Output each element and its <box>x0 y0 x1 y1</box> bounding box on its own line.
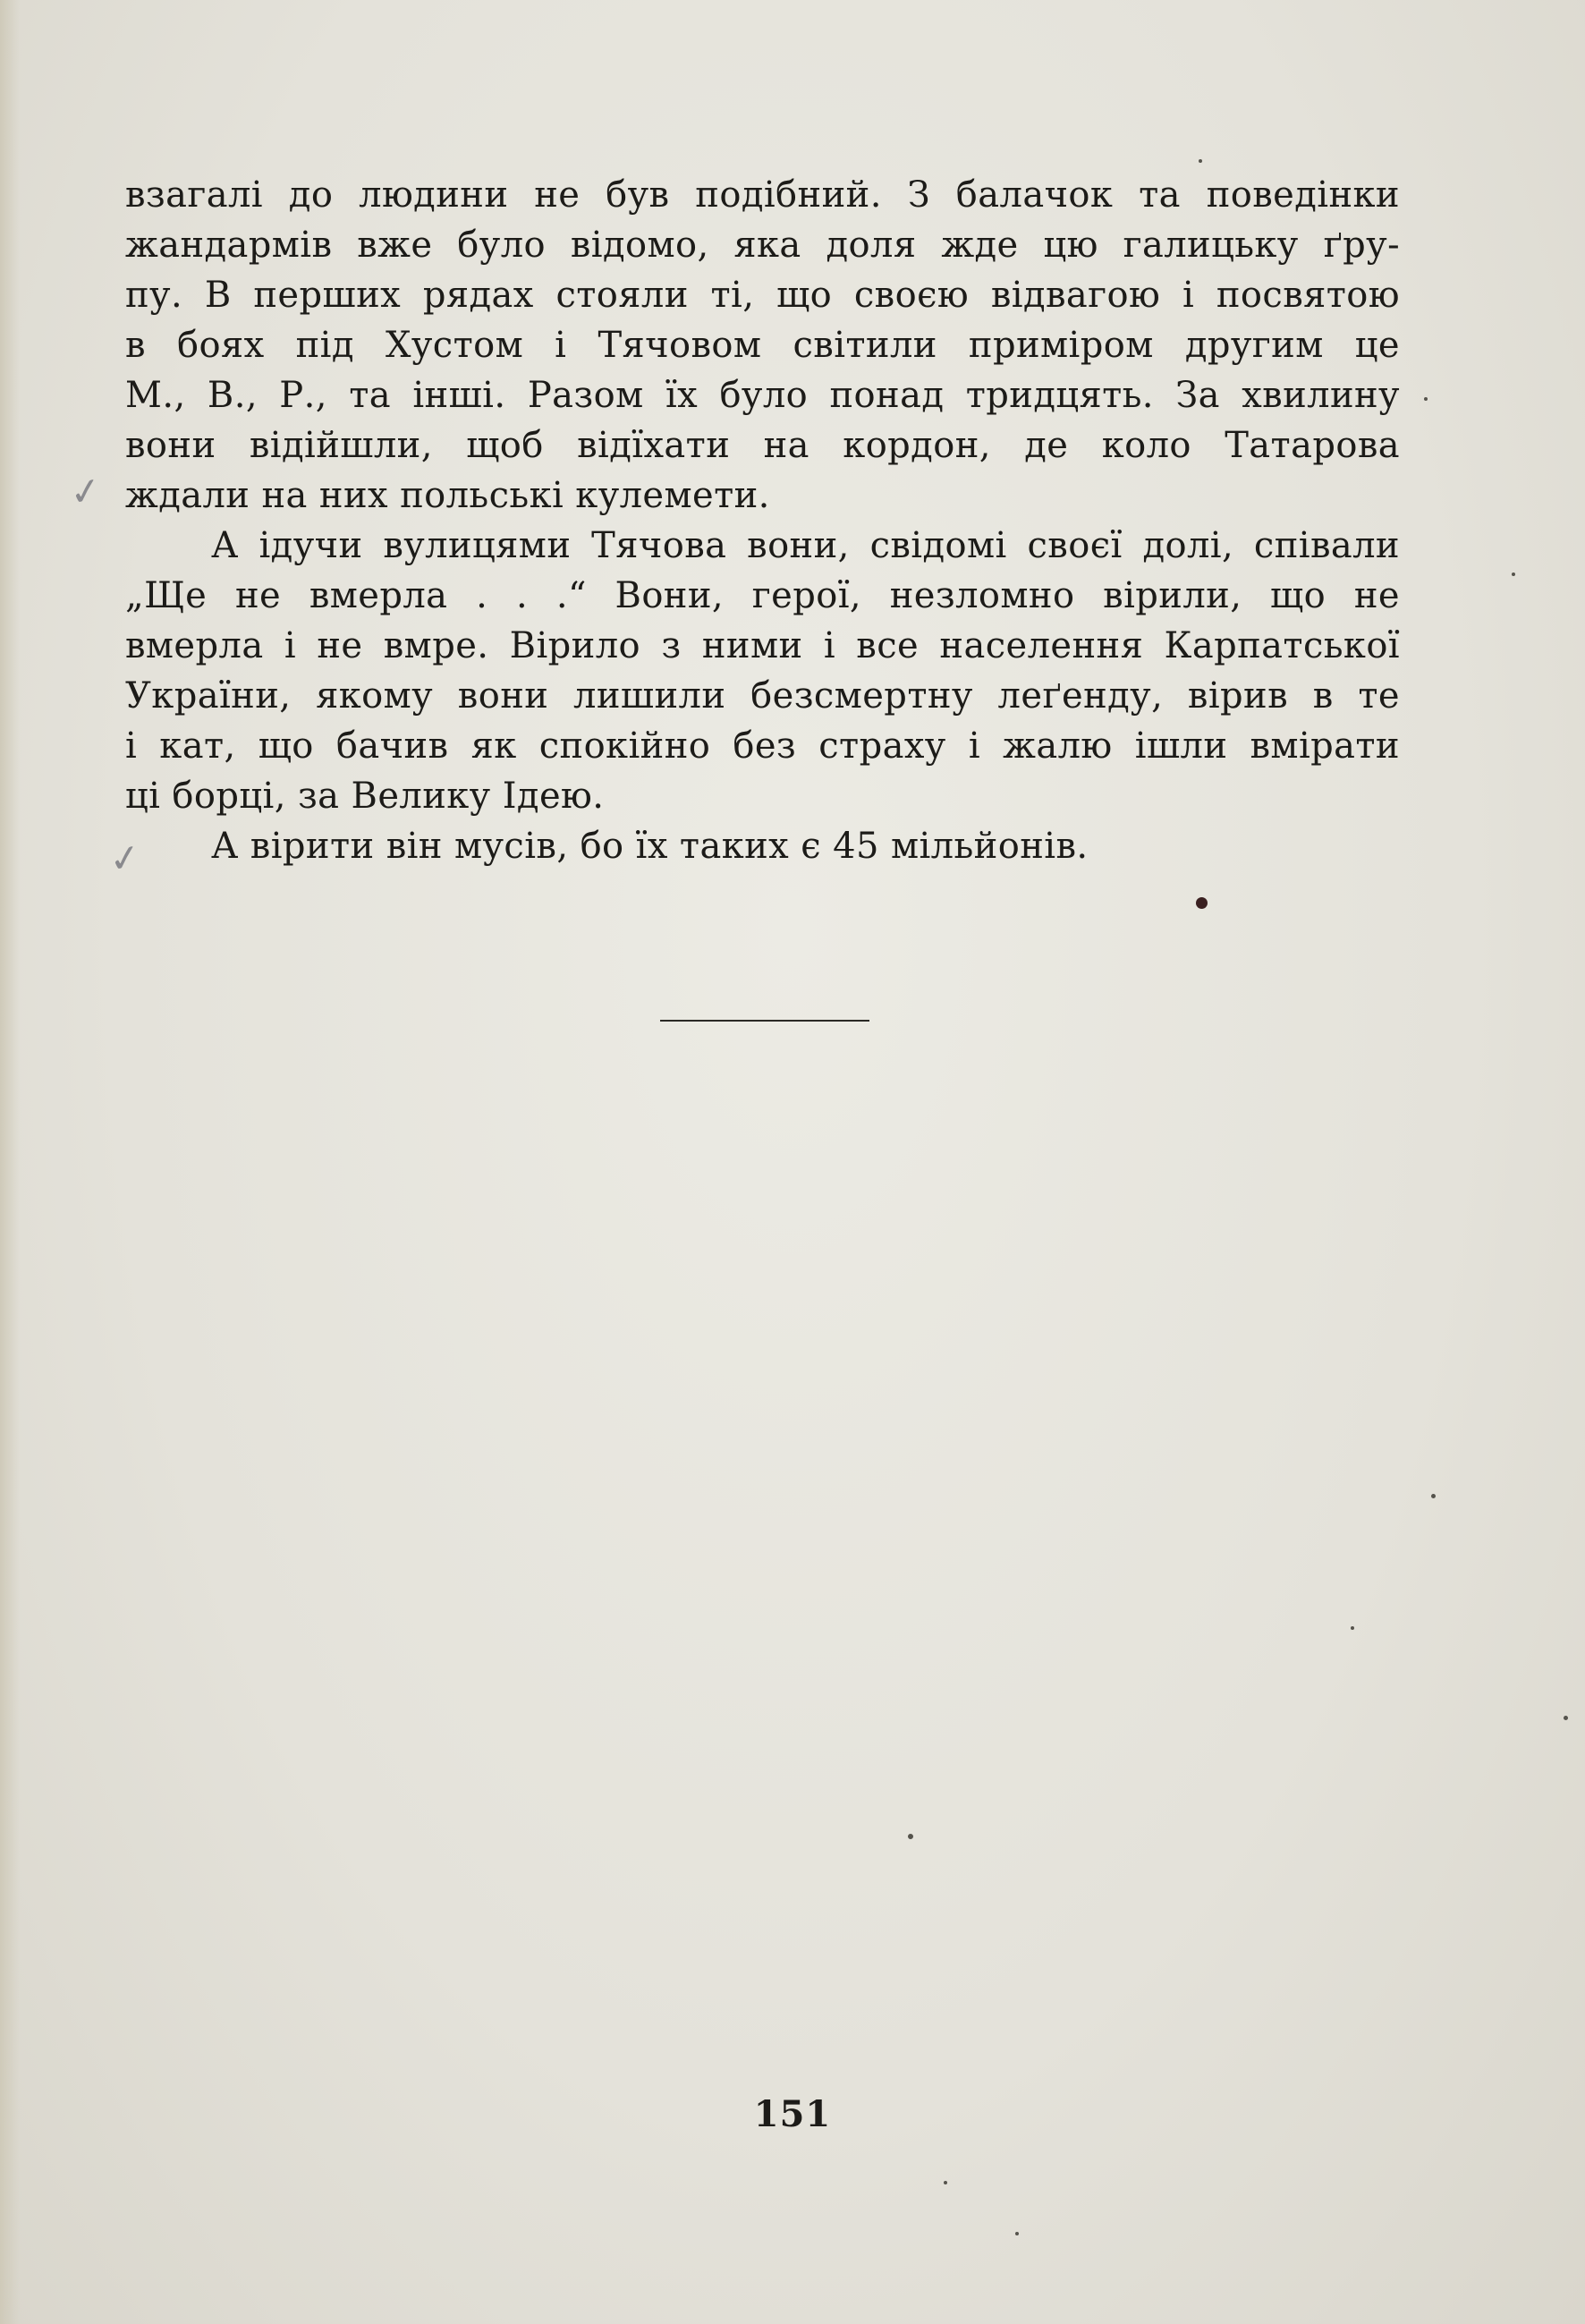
text-line: „Ще не вмерла . . .“ Вони, герої, незломно вірили, що не <box>125 575 1400 616</box>
section-divider <box>660 1020 869 1022</box>
text-line: ці борці, за Велику Ідею. <box>125 776 605 817</box>
paper-speck <box>1512 573 1515 576</box>
paper-speck <box>1424 397 1428 401</box>
paragraph-start-line: А ідучи вулицями Тячова вони, свідомі своєї долі, співали <box>211 525 1400 566</box>
paper-speck <box>1564 1716 1568 1720</box>
text-line: ждали на них польські кулемети. <box>125 475 770 516</box>
pencil-check-icon: ✓ <box>106 834 144 883</box>
paper-speck <box>1351 1626 1354 1630</box>
text-line: М., В., Р., та інші. Разом їх було понад тридцять. За хвилину <box>125 375 1400 416</box>
text-line: і кат, що бачив як спокійно без страху і жалю ішли вмірати <box>125 725 1400 767</box>
text-line: взагалі до людини не був подібний. З балачок та поведінки <box>125 174 1400 216</box>
text-line: жандармів вже було відомо, яка доля жде цю галицьку ґру- <box>125 225 1400 266</box>
text-line: України, якому вони лишили безсмертну леґенду, вірив в те <box>125 675 1400 717</box>
page-edge-shadow <box>0 0 20 2324</box>
paper-speck <box>908 1834 913 1839</box>
ink-dot <box>1196 897 1208 909</box>
text-line: вмерла і не вмре. Вірило з ними і все населення Карпатської <box>125 625 1400 666</box>
paper-speck <box>1431 1494 1436 1498</box>
paper-speck <box>944 2181 947 2184</box>
body-text <box>125 170 1400 871</box>
text-line: вони відійшли, щоб відїхати на кордон, де коло Татарова <box>125 425 1400 466</box>
paragraph-start-line: А вірити він мусів, бо їх таких є 45 мільйонів. <box>211 826 1089 867</box>
text-line: пу. В перших рядах стояли ті, що своєю відвагою і посвятою <box>125 275 1400 316</box>
paper-speck <box>1199 159 1202 163</box>
paper-speck <box>1015 2232 1019 2235</box>
pencil-check-icon: ✓ <box>66 467 105 516</box>
text-line: в боях під Хустом і Тячовом світили приміром другим це <box>125 325 1400 366</box>
page-number: 151 <box>753 2093 832 2135</box>
